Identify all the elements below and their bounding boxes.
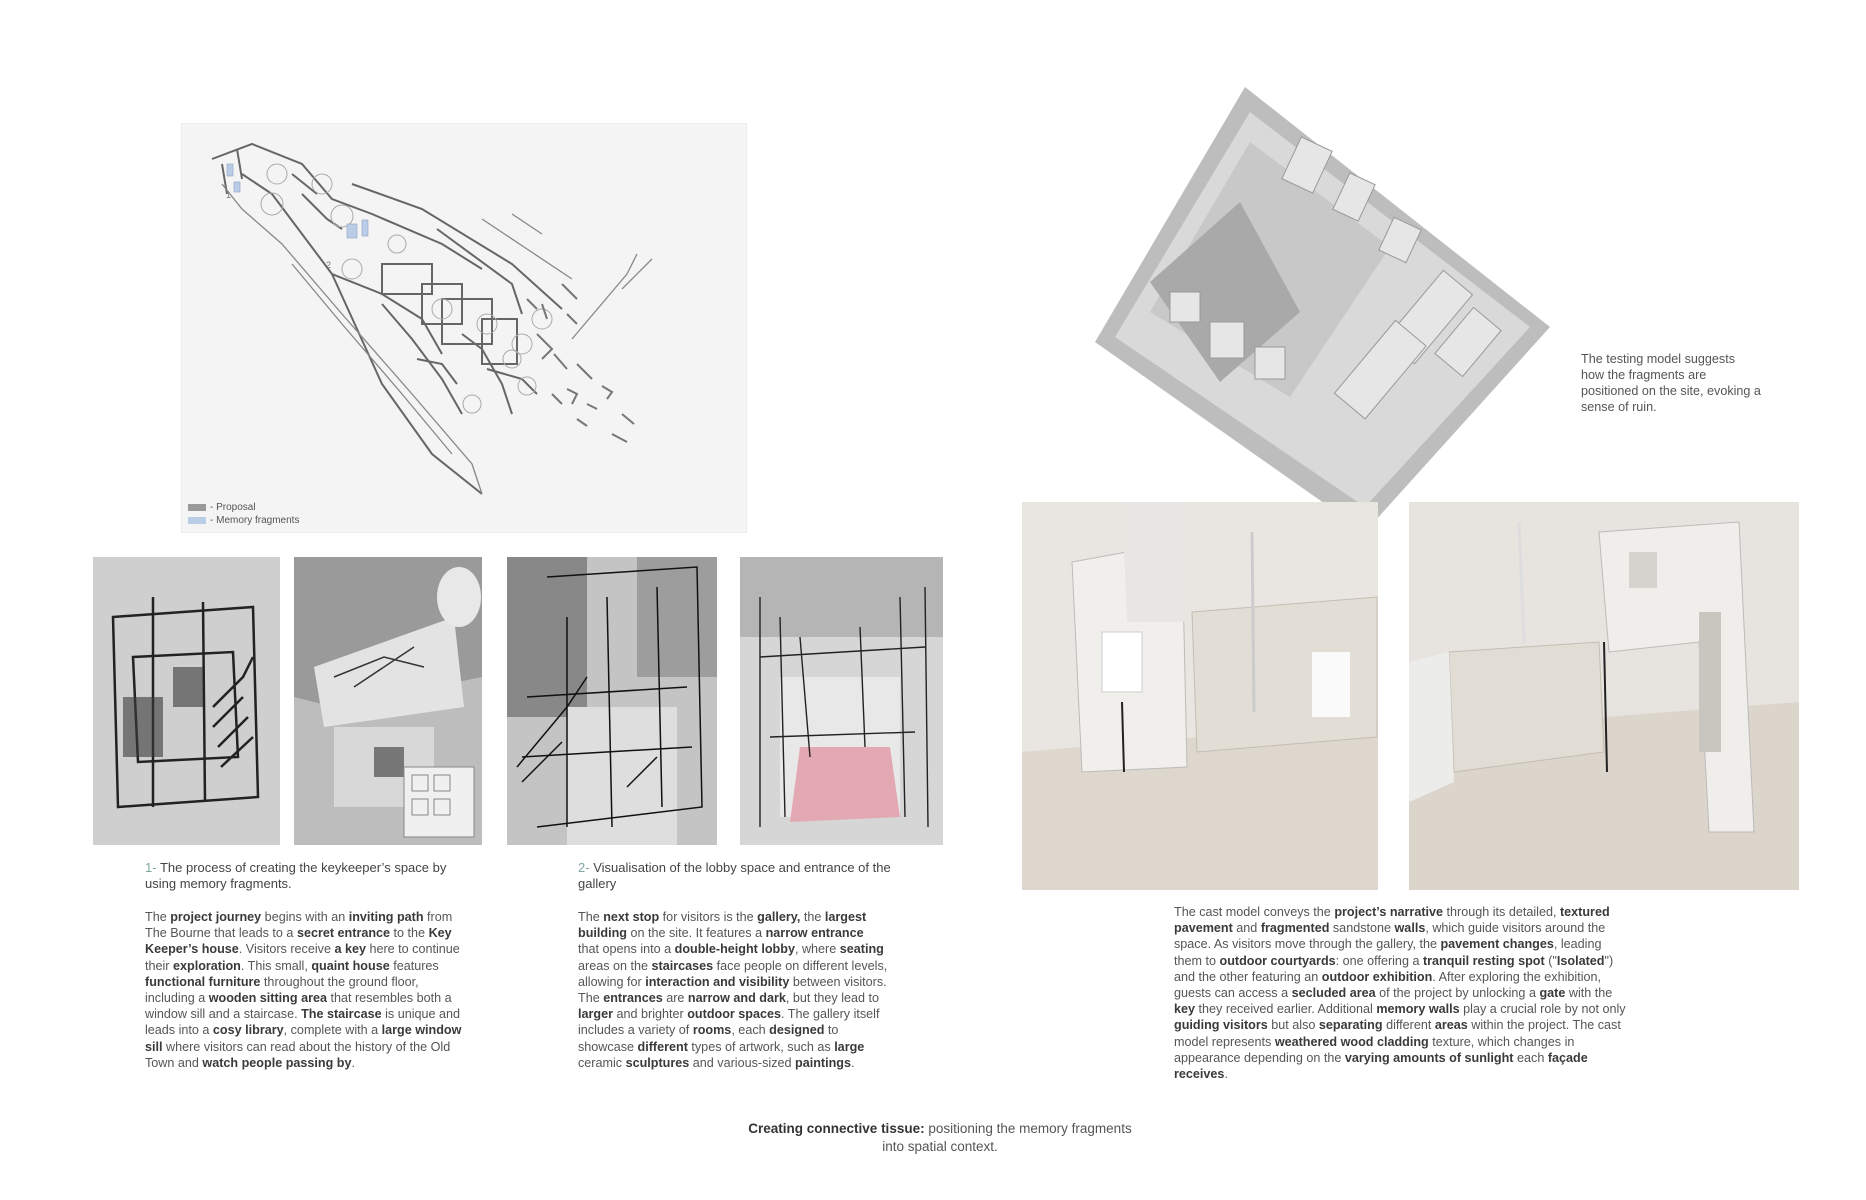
footer-bold: Creating connective tissue: [748,1121,925,1136]
body-text: through its detailed, [1443,905,1560,919]
body-text: , where [794,942,840,957]
body-text: , complete with a [283,1023,382,1038]
emphasis-text: different [637,1039,688,1054]
caption-2-number: 2- [578,860,590,875]
caption-1-text: The process of creating the keykeeper’s space by using memory fragments. [145,860,447,891]
body-text: they received earlier. Additional [1195,1002,1377,1017]
footer-text: positioning the memory fragments into spatial context. [882,1121,1132,1154]
body-text: . [1224,1067,1228,1082]
body-text: . The gallery itself includes a variety of [578,1007,880,1038]
testing-model-note: The testing model suggests how the fragments are positioned on the site, evoking a sense of ruin. [1581,352,1761,414]
body-text: between visitors. The [578,974,887,1006]
emphasis-text: façade receives [1174,1050,1588,1082]
collage-photo-3 [507,557,717,845]
emphasis-text: secluded area [1291,986,1376,1001]
body-text: play a crucial role by not only [1459,1002,1626,1017]
body-text: types of artwork, such as [687,1039,835,1054]
page-footer-title [740,1120,1140,1156]
emphasis-text: key [1174,1002,1196,1017]
emphasis-text: sculptures [625,1055,690,1070]
emphasis-text: larger [578,1007,614,1022]
emphasis-text: project’s narrative [1334,905,1444,919]
emphasis-text: narrow entrance [765,926,864,941]
body-text: and [1232,921,1261,936]
plan-label-2: 2 [326,260,332,270]
emphasis-text: a key [334,942,366,957]
body-text: features [389,958,439,973]
emphasis-text: wooden sitting area [208,991,327,1006]
body-text: for visitors is the [659,910,758,924]
testing-model-photo [1090,82,1550,532]
emphasis-text: rooms [692,1023,732,1038]
emphasis-text: large [834,1039,865,1054]
emphasis-text: interaction and visibility [645,974,790,989]
body-text: The [145,910,171,924]
body-text: . This small, [240,958,312,973]
body-text: from The Bourne that leads to a [145,910,453,941]
emphasis-text: textured pavement [1174,905,1610,936]
body-text: ceramic [578,1055,626,1070]
site-plan-drawing [181,123,747,533]
plan-label-1: 1 [226,190,232,200]
emphasis-text: project journey [170,910,262,924]
body-text: are [662,991,688,1006]
emphasis-text: secret entrance [296,926,391,941]
emphasis-text: large window sill [145,1023,462,1054]
body-text: . Visitors receive [238,942,335,957]
emphasis-text: memory walls [1376,1002,1460,1017]
collage-photo-2 [294,557,482,845]
legend-memory-swatch [188,517,206,524]
body-text: but also [1267,1018,1319,1033]
body-text: . [351,1055,355,1070]
body-text: throughout the ground floor, including a [145,974,419,1006]
collage-photo-1 [93,557,280,845]
emphasis-text: gate [1539,986,1566,1001]
emphasis-text: gallery, [757,910,801,924]
emphasis-text: Key Keeper’s house [145,926,452,957]
emphasis-text: walls [1394,921,1426,936]
body-text: face people on different levels, allowing for [578,958,888,989]
body-text: and various-sized [689,1055,795,1070]
caption-1-number: 1- [145,860,157,875]
emphasis-text: pavement changes [1440,937,1554,952]
emphasis-text: varying amounts of sunlight [1344,1050,1514,1065]
emphasis-text: inviting path [348,910,424,924]
body-text: begins with an [261,910,349,924]
body-text: that resembles both a window sill and a staircase. [145,991,452,1022]
emphasis-text: outdoor courtyards [1219,953,1336,968]
legend-memory [188,515,299,526]
body-text: to the [390,926,429,941]
emphasis-text: paintings [795,1055,851,1070]
emphasis-text: separating [1318,1018,1383,1033]
emphasis-text: largest building [578,910,867,941]
emphasis-text: cosy library [212,1023,284,1038]
emphasis-text: fragmented [1260,921,1330,936]
body-text: different [1382,1018,1435,1033]
body-text: ") and the other featuring an [1174,953,1614,984]
body-text: where visitors can read about the history of the Old Town and [145,1039,451,1070]
body-text: , which guide visitors around the space. As visitors move through the gallery, the [1174,921,1606,952]
emphasis-text: tranquil resting spot [1422,953,1545,968]
collage-photo-4 [740,557,943,845]
body-text: on the site. It features a [626,926,766,941]
caption-1 [145,860,475,892]
body-text: that opens into a [578,942,675,957]
cast-model-photo-1 [1022,502,1378,890]
body-text: the [800,910,825,924]
body-text: The cast model conveys the [1174,905,1335,919]
body-text: texture, which changes in appearance depending on the [1174,1034,1575,1065]
caption-2-text: Visualisation of the lobby space and entrance of the gallery [578,860,891,891]
legend-memory-label: - Memory fragments [210,515,300,526]
site-plan-linework [182,124,746,532]
body-text: within the project. The cast model represents [1174,1018,1621,1049]
emphasis-text: areas [1434,1018,1468,1033]
caption-2 [578,860,898,892]
emphasis-text: outdoor spaces [687,1007,782,1022]
emphasis-text: outdoor exhibition [1321,969,1433,984]
emphasis-text: entrances [603,991,663,1006]
body-text: , but they lead to [785,991,880,1006]
body-text: , leading them to [1174,937,1602,968]
body-text: is unique and leads into a [145,1007,461,1038]
body-text: sandstone [1329,921,1395,936]
emphasis-text: watch people passing by [202,1055,352,1070]
body-text: (" [1544,953,1557,968]
emphasis-text: staircases [651,958,714,973]
legend-proposal-label: - Proposal [210,502,256,513]
emphasis-text: designed [769,1023,825,1038]
body-text: each [1513,1050,1548,1065]
emphasis-text: Isolated [1556,953,1605,968]
paragraph-cast-model [1174,904,1630,1082]
body-text: here to continue their [145,942,460,973]
emphasis-text: weathered wood cladding [1274,1034,1429,1049]
body-text: . [850,1055,855,1070]
legend-proposal [188,502,256,513]
paragraph-keykeeper [145,909,465,1071]
emphasis-text: double-height lobby [674,942,795,957]
legend-proposal-swatch [188,504,206,511]
cast-model-photo-2 [1409,502,1799,890]
body-text: and brighter [613,1007,688,1022]
body-text: to showcase [578,1023,839,1054]
body-text: . After exploring the exhibition, guests can access a [1174,969,1601,1001]
body-text: , each [731,1023,770,1038]
body-text: with the [1565,986,1613,1001]
emphasis-text: guiding visitors [1174,1018,1268,1033]
body-text: areas on the [578,958,652,973]
emphasis-text: next stop [603,910,660,924]
body-text: : one offering a [1335,953,1423,968]
emphasis-text: functional furniture [145,974,261,989]
emphasis-text: narrow and dark [687,991,786,1006]
emphasis-text: quaint house [311,958,390,973]
paragraph-gallery [578,909,888,1071]
emphasis-text: exploration [173,958,241,973]
emphasis-text: The staircase [301,1007,382,1022]
body-text: of the project by unlocking a [1375,986,1540,1001]
body-text: The [578,910,604,924]
emphasis-text: seating [839,942,884,957]
